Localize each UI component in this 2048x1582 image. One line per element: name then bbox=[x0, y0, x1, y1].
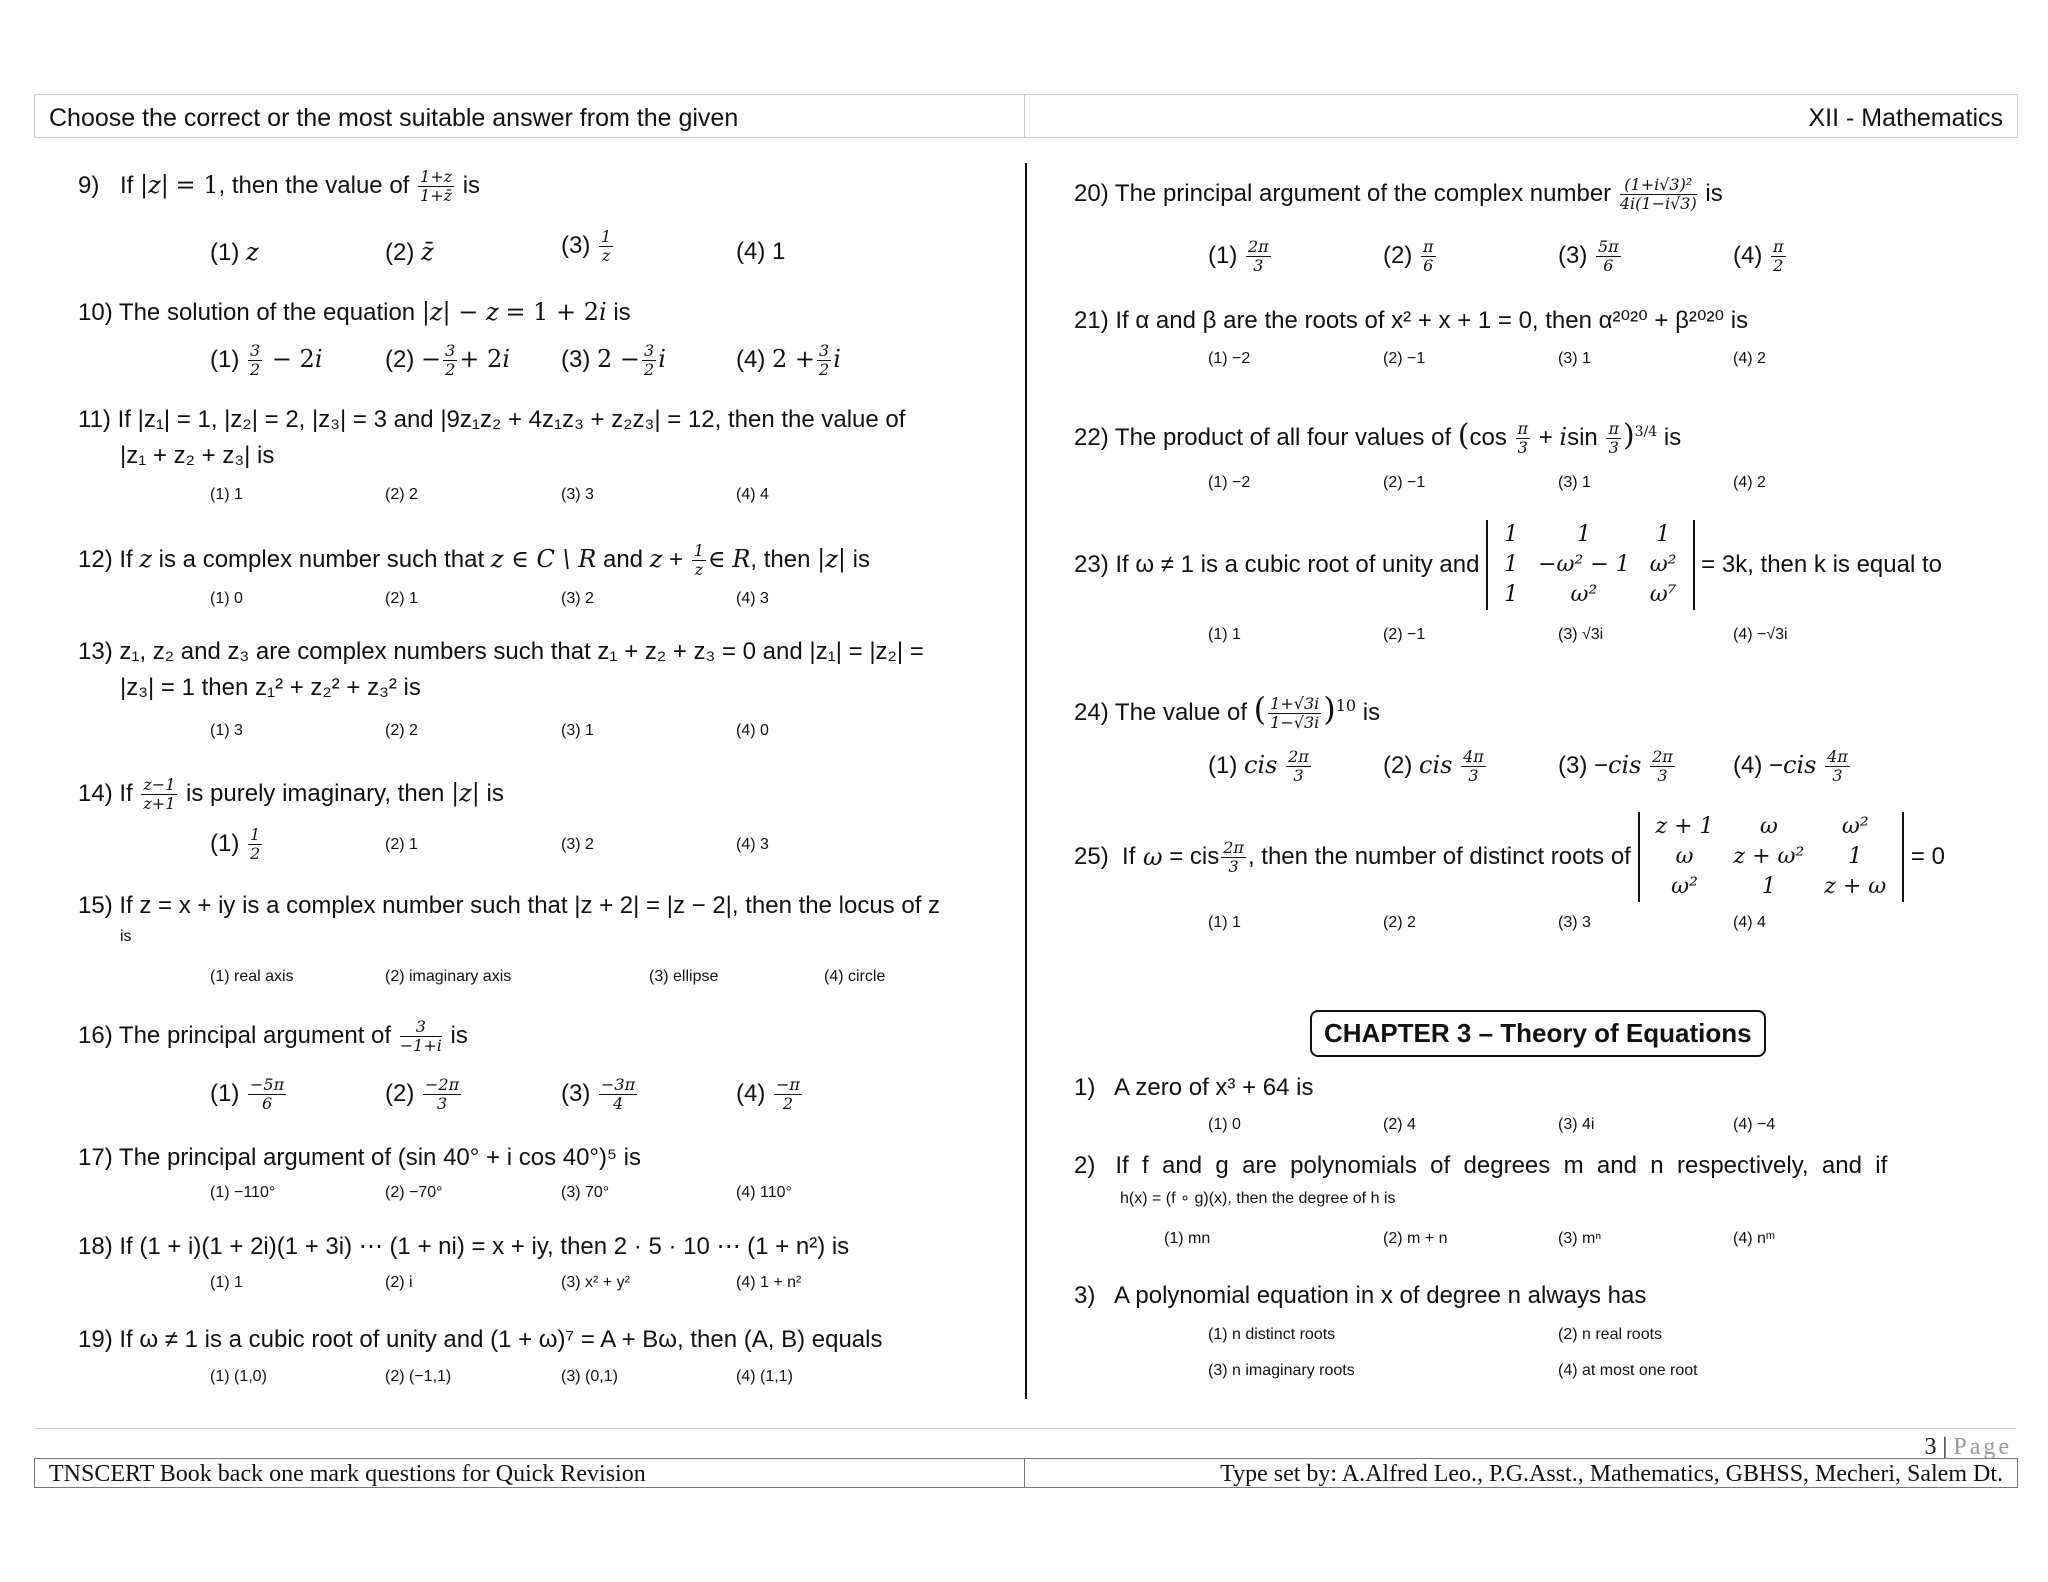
question-19: 19) If ω ≠ 1 is a cubic root of unity and (1 + ω)⁷ = A + Bω, then (A, B) equals bbox=[78, 1326, 883, 1353]
footer-left: TNSCERT Book back one mark questions for Quick Revision bbox=[35, 1459, 1025, 1487]
determinant-23: 1 1 1 1 −ω² − 1 ω² 1 ω² ω⁷ bbox=[1486, 520, 1694, 610]
q17-option-3: (3) 70° bbox=[561, 1184, 610, 1201]
q18-option-4: (4) 1 + n² bbox=[736, 1274, 802, 1291]
q9-option-3: (3) $\frac{1}{z}$ bbox=[561, 227, 612, 265]
chapter3-question-1: 1) A zero of x³ + 64 is bbox=[1074, 1074, 1314, 1101]
q21-option-1: (1) −2 bbox=[1208, 350, 1251, 367]
question-21: 21) If α and β are the roots of x² + x + 1 = 0, then α²⁰²⁰ + β²⁰²⁰ is bbox=[1074, 307, 1749, 334]
question-9 bbox=[78, 172, 99, 200]
q11-option-1: (1) 1 bbox=[210, 486, 243, 503]
q13-option-3: (3) 1 bbox=[561, 722, 594, 739]
q19-option-4: (4) (1,1) bbox=[736, 1368, 793, 1385]
question-9-text: If |z| = 1, then the value of $\frac{1+z}{1+z̄}$ is bbox=[120, 167, 481, 205]
q11-option-2: (2) 2 bbox=[385, 486, 418, 503]
q20-option-3: (3) $\frac{5\pi}{6}$ bbox=[1558, 237, 1619, 275]
question-11-line2: |z₁ + z₂ + z₃| is bbox=[120, 442, 275, 469]
q18-option-2: (2) i bbox=[385, 1274, 413, 1291]
q20-option-4: (4) $\frac{\pi}{2}$ bbox=[1733, 237, 1784, 275]
q14-option-1: (1) $\frac{1}{2}$ bbox=[210, 825, 261, 863]
q14-option-2: (2) 1 bbox=[385, 836, 418, 853]
q15-option-1: (1) real axis bbox=[210, 968, 294, 985]
q9-option-1: (1) z bbox=[210, 238, 259, 266]
q20-option-1: (1) $\frac{2\pi}{3}$ bbox=[1208, 237, 1269, 275]
q20-option-2: (2) $\frac{\pi}{6}$ bbox=[1383, 237, 1434, 275]
q10-option-4: (4) 2 + $\frac{3}{2}$ i bbox=[736, 341, 841, 379]
question-20: 20) The principal argument of the complex number $\frac{\text{(1+i√3)²}}{4i(1-i√3)}$ is bbox=[1074, 175, 1723, 213]
question-10: 10) The solution of the equation |z| − z = 1 + 2i is bbox=[78, 298, 631, 326]
q12-option-4: (4) 3 bbox=[736, 590, 769, 607]
question-number: 9) bbox=[78, 172, 100, 199]
question-18: 18) If (1 + i)(1 + 2i)(1 + 3i) ⋯ (1 + ni) = x + iy, then 2 · 5 · 10 ⋯ (1 + n²) is bbox=[78, 1233, 850, 1260]
chapter3-question-2: 2) If f and g are polynomials of degrees m and n respectively, and if bbox=[1074, 1152, 1888, 1179]
q22-option-3: (3) 1 bbox=[1558, 474, 1591, 491]
q22-option-4: (4) 2 bbox=[1733, 474, 1766, 491]
q17-option-1: (1) −110° bbox=[210, 1184, 276, 1201]
q23-option-2: (2) −1 bbox=[1383, 626, 1426, 643]
q24-option-4: (4) −cis $\frac{4\pi}{3}$ bbox=[1733, 747, 1848, 785]
question-13-line2: |z₃| = 1 then z₁² + z₂² + z₃² is bbox=[120, 674, 421, 701]
ch3-q1-option-1: (1) 0 bbox=[1208, 1116, 1241, 1133]
ch3-q3-option-4: (4) at most one root bbox=[1558, 1362, 1698, 1379]
q16-option-3: (3) $\frac{-3\pi}{4}$ bbox=[561, 1075, 636, 1113]
ch3-q2-option-2: (2) m + n bbox=[1383, 1230, 1448, 1247]
q10-option-3: (3) 2 − $\frac{3}{2}$ i bbox=[561, 341, 666, 379]
question-15: 15) If z = x + iy is a complex number such that |z + 2| = |z − 2|, then the locus of z bbox=[78, 892, 941, 919]
q21-option-2: (2) −1 bbox=[1383, 350, 1426, 367]
question-16: 16) The principal argument of $\frac{3}{-1+i}$ is bbox=[78, 1017, 468, 1055]
q19-option-3: (3) (0,1) bbox=[561, 1368, 618, 1385]
footer-right: Type set by: A.Alfred Leo., P.G.Asst., Mathematics, GBHSS, Mecheri, Salem Dt. bbox=[1220, 1461, 2003, 1487]
ch3-q1-option-2: (2) 4 bbox=[1383, 1116, 1416, 1133]
q10-option-1: (1) $\frac{3}{2}$ − 2i bbox=[210, 341, 323, 379]
q14-option-3: (3) 2 bbox=[561, 836, 594, 853]
q21-option-4: (4) 2 bbox=[1733, 350, 1766, 367]
q12-option-1: (1) 0 bbox=[210, 590, 243, 607]
q18-option-1: (1) 1 bbox=[210, 1274, 243, 1291]
ch3-q3-option-1: (1) n distinct roots bbox=[1208, 1326, 1336, 1343]
q11-option-4: (4) 4 bbox=[736, 486, 769, 503]
q22-option-1: (1) −2 bbox=[1208, 474, 1251, 491]
ch3-q1-option-3: (3) 4i bbox=[1558, 1116, 1595, 1133]
q24-option-2: (2) cis $\frac{4\pi}{3}$ bbox=[1383, 747, 1484, 785]
question-23: 23) If ω ≠ 1 is a cubic root of unity and 1 1 1 1 −ω² − 1 ω² 1 ω² ω⁷ = 3k, then k is equal to bbox=[1074, 520, 1942, 610]
q9-option-2: (2) z̄ bbox=[385, 238, 434, 266]
q23-option-4: (4) −√3i bbox=[1733, 626, 1788, 643]
q19-option-2: (2) (−1,1) bbox=[385, 1368, 452, 1385]
q19-option-1: (1) (1,0) bbox=[210, 1368, 267, 1385]
q12-option-3: (3) 2 bbox=[561, 590, 594, 607]
q15-option-2: (2) imaginary axis bbox=[385, 968, 512, 985]
question-17: 17) The principal argument of (sin 40° + i cos 40°)⁵ is bbox=[78, 1144, 641, 1171]
q9-option-4: (4) 1 bbox=[736, 238, 786, 265]
q24-option-3: (3) −cis $\frac{2\pi}{3}$ bbox=[1558, 747, 1673, 785]
page-header bbox=[34, 94, 2018, 138]
q17-option-2: (2) −70° bbox=[385, 1184, 443, 1201]
q15-option-3: (3) ellipse bbox=[649, 968, 719, 985]
ch3-q1-option-4: (4) −4 bbox=[1733, 1116, 1776, 1133]
q13-option-2: (2) 2 bbox=[385, 722, 418, 739]
page-footer bbox=[34, 1458, 2018, 1488]
q10-option-2: (2) − $\frac{3}{2}$ + 2i bbox=[385, 341, 510, 379]
chapter-heading: CHAPTER 3 – Theory of Equations bbox=[1310, 1010, 1766, 1057]
ch3-q3-option-3: (3) n imaginary roots bbox=[1208, 1362, 1355, 1379]
q24-option-1: (1) cis $\frac{2\pi}{3}$ bbox=[1208, 747, 1309, 785]
q11-option-3: (3) 3 bbox=[561, 486, 594, 503]
page-number: 3 | Page bbox=[1924, 1434, 2012, 1460]
q25-option-2: (2) 2 bbox=[1383, 914, 1416, 931]
q22-option-2: (2) −1 bbox=[1383, 474, 1426, 491]
question-22: 22) The product of all four values of (cos $\frac{\pi}{3}$ + isin $\frac{\pi}{3}$ )$^{3/4}$ is bbox=[1074, 418, 1682, 458]
column-divider bbox=[1025, 163, 1027, 1399]
question-14: 14) If $\frac{z-1}{z+1}$ is purely imaginary, then |z| is bbox=[78, 775, 504, 813]
q25-option-4: (4) 4 bbox=[1733, 914, 1766, 931]
chapter3-question-2-line2: h(x) = (f ∘ g)(x), then the degree of h is bbox=[1120, 1190, 1396, 1207]
q25-option-1: (1) 1 bbox=[1208, 914, 1241, 931]
determinant-25: z + 1 ω ω² ω z + ω² 1 ω² 1 z + ω bbox=[1638, 812, 1905, 902]
ch3-q2-option-4: (4) nᵐ bbox=[1733, 1230, 1776, 1247]
q13-option-1: (1) 3 bbox=[210, 722, 243, 739]
q14-option-4: (4) 3 bbox=[736, 836, 769, 853]
q18-option-3: (3) x² + y² bbox=[561, 1274, 630, 1291]
q16-option-2: (2) $\frac{-2\pi}{3}$ bbox=[385, 1075, 460, 1113]
ch3-q2-option-3: (3) mⁿ bbox=[1558, 1230, 1602, 1247]
ch3-q3-option-2: (2) n real roots bbox=[1558, 1326, 1663, 1343]
q12-option-2: (2) 1 bbox=[385, 590, 418, 607]
q25-option-3: (3) 3 bbox=[1558, 914, 1591, 931]
q16-option-1: (1) $\frac{-5\pi}{6}$ bbox=[210, 1075, 285, 1113]
header-instruction: Choose the correct or the most suitable answer from the given bbox=[35, 95, 1025, 137]
ch3-q2-option-1: (1) mn bbox=[1164, 1230, 1211, 1247]
q23-option-3: (3) √3i bbox=[1558, 626, 1604, 643]
question-24: 24) The value of ( $\frac{1+√3i}{1-√3i}$ )$^{10}$ is bbox=[1074, 690, 1381, 733]
header-subject: XII - Mathematics bbox=[1808, 104, 2003, 132]
question-11: 11) If |z₁| = 1, |z₂| = 2, |z₃| = 3 and |9z₁z₂ + 4z₁z₃ + z₂z₃| = 12, then the value of bbox=[78, 406, 906, 433]
chapter3-question-3: 3) A polynomial equation in x of degree n always has bbox=[1074, 1282, 1647, 1309]
question-12: 12) If z is a complex number such that z ∈ C \ R and z + $\frac{1}{z}$ ∈ R, then |z| is bbox=[78, 541, 870, 579]
q23-option-1: (1) 1 bbox=[1208, 626, 1241, 643]
question-15-line2: is bbox=[120, 928, 132, 945]
q13-option-4: (4) 0 bbox=[736, 722, 769, 739]
question-13: 13) z₁, z₂ and z₃ are complex numbers such that z₁ + z₂ + z₃ = 0 and |z₁| = |z₂| = bbox=[78, 638, 924, 665]
q17-option-4: (4) 110° bbox=[736, 1184, 792, 1201]
question-25: 25) If ω = cis $\frac{2\pi}{3}$ , then the number of distinct roots of z + 1 ω ω² ω z + ω² 1 ω² 1 z + ω = 0 bbox=[1074, 812, 1945, 902]
q16-option-4: (4) $\frac{-\pi}{2}$ bbox=[736, 1075, 800, 1113]
footer-divider bbox=[34, 1428, 2016, 1429]
q15-option-4: (4) circle bbox=[824, 968, 886, 985]
q21-option-3: (3) 1 bbox=[1558, 350, 1591, 367]
